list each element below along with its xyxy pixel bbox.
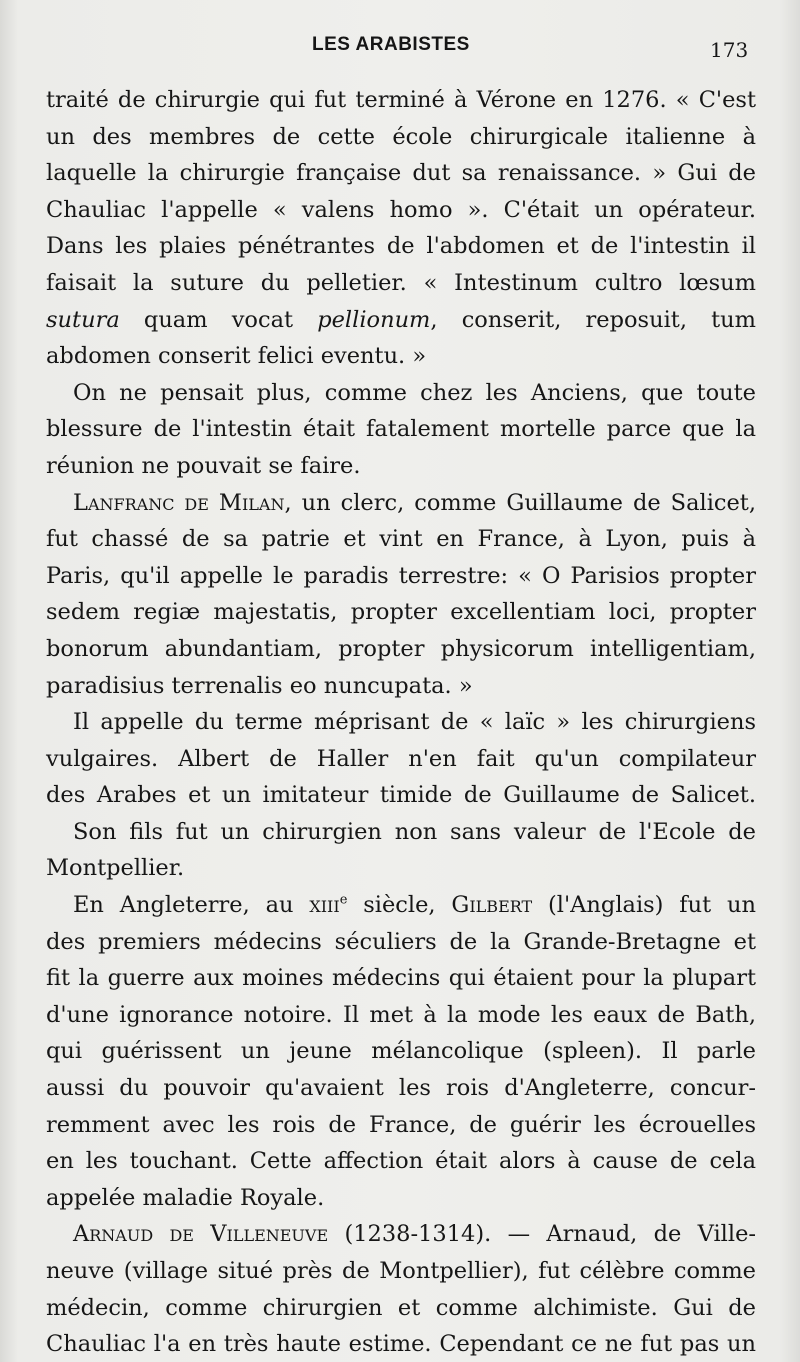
text-line: paradisius terrenalis eo nuncupata. »	[46, 672, 473, 699]
century-numeral: xiii	[309, 892, 340, 919]
text-line: Son fils fut un chirurgien non sans valeur de l'Ecole de	[73, 818, 756, 845]
italic-word: sutura	[46, 306, 120, 333]
page-header	[0, 30, 800, 70]
text-line	[46, 1216, 756, 1253]
text-line: Montpellier.	[46, 855, 185, 882]
text-line: neuve (village situé près de Montpellier), fut célèbre comme	[46, 1258, 756, 1284]
page-number: 173	[710, 38, 749, 62]
text-span: , conserit, reposuit, tum	[430, 306, 756, 333]
text-line: vulgaires. Albert de Haller n'en fait qu'un compilateur	[46, 745, 756, 772]
running-head: LES ARABISTES	[312, 34, 470, 55]
text-span: , un clerc, comme Guillaume de Salicet,	[284, 489, 756, 516]
text-line: laquelle la chirurgie française dut sa renaissance. » Gui de	[46, 160, 756, 187]
text-span: En Angleterre, au	[73, 892, 310, 919]
text-line: Paris, qu'il appelle le paradis terrestre: « O Parisios propter	[46, 562, 756, 589]
text-line: Chauliac l'a en très haute estime. Cependant ce ne fut pas un	[46, 1331, 756, 1358]
text-line: fut chassé de sa patrie et vint en France, à Lyon, puis à	[46, 526, 756, 553]
text-span: (1238-1314). — Arnaud, de Ville-	[328, 1221, 756, 1248]
text-line: Chauliac l'appelle « valens homo ». C'était un opérateur.	[46, 196, 756, 223]
text-line: fit la guerre aux moines médecins qui étaient pour la plupart	[46, 965, 756, 992]
author-name: Gilbert	[451, 892, 533, 919]
text-line	[46, 887, 756, 924]
text-line: bonorum abundantiam, propter physicorum intelligentiam,	[46, 635, 756, 662]
italic-word: pellionum	[317, 306, 431, 333]
body-text	[46, 82, 756, 1362]
text-line: d'une ignorance notoire. Il met à la mode les eaux de Bath,	[46, 1001, 756, 1028]
text-line: un des membres de cette école chirurgicale italienne à	[46, 123, 756, 150]
text-span: quam vocat	[119, 306, 318, 333]
text-line: réunion ne pouvait se faire.	[46, 452, 361, 479]
text-line: Il appelle du terme méprisant de « laïc » les chirurgiens	[73, 709, 756, 736]
text-line: remment avec les rois de France, de guérir les écrouelles	[46, 1111, 756, 1138]
text-line: aussi du pouvoir qu'avaient les rois d'Angleterre, concur-	[46, 1075, 756, 1102]
text-line: blessure de l'intestin était fatalement mortelle parce que la	[46, 416, 756, 443]
text-line: des premiers médecins séculiers de la Grande-Bretagne et	[46, 928, 756, 955]
text-span: (l'Anglais) fut un	[532, 892, 756, 919]
text-line: traité de chirurgie qui fut terminé à Vérone en 1276. « C'est	[46, 87, 756, 113]
superscript: e	[339, 892, 348, 908]
text-line: en les touchant. Cette affection était alors à cause de cela	[46, 1148, 756, 1175]
author-name: Lanfranc de Milan	[73, 489, 285, 516]
text-line: abdomen conserit felici eventu. »	[46, 343, 427, 370]
text-line: faisait la suture du pelletier. « Intestinum cultro lœsum	[46, 269, 756, 296]
text-line: médecin, comme chirurgien et comme alchimiste. Gui de	[46, 1294, 756, 1321]
text-line: appelée maladie Royale.	[46, 1184, 325, 1211]
text-line: sedem regiæ majestatis, propter excellentiam loci, propter	[46, 599, 756, 626]
text-line	[46, 485, 756, 522]
text-line: Dans les plaies pénétrantes de l'abdomen et de l'intestin il	[46, 233, 756, 260]
text-line: qui guérissent un jeune mélancolique (spleen). Il parle	[46, 1038, 756, 1065]
text-line: des Arabes et un imitateur timide de Guillaume de Salicet.	[46, 782, 756, 809]
text-line: On ne pensait plus, comme chez les Anciens, que toute	[73, 379, 756, 406]
author-name: Arnaud de Villeneuve	[73, 1221, 329, 1248]
text-span: siècle,	[347, 892, 452, 919]
text-line	[46, 302, 756, 339]
